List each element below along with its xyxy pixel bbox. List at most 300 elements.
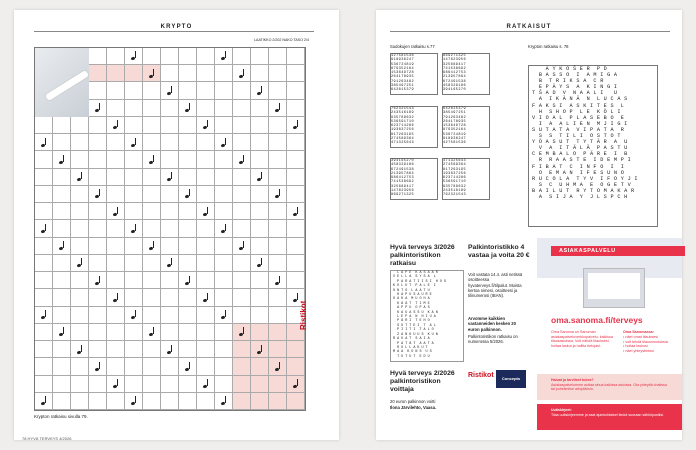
grid-cell[interactable]: [143, 203, 161, 220]
grid-cell[interactable]: [53, 307, 71, 324]
grid-cell[interactable]: [287, 203, 305, 220]
grid-cell[interactable]: [107, 203, 125, 220]
grid-cell[interactable]: [35, 169, 53, 186]
grid-cell[interactable]: [215, 341, 233, 358]
grid-cell[interactable]: [35, 134, 53, 151]
grid-cell[interactable]: [251, 186, 269, 203]
grid-cell[interactable]: [35, 307, 53, 324]
grid-cell[interactable]: [215, 82, 233, 99]
grid-cell[interactable]: [179, 151, 197, 168]
grid-cell[interactable]: [71, 186, 89, 203]
grid-cell[interactable]: [215, 272, 233, 289]
grid-cell[interactable]: [251, 393, 269, 410]
grid-cell[interactable]: [287, 82, 305, 99]
grid-cell[interactable]: [53, 289, 71, 306]
grid-cell[interactable]: [287, 186, 305, 203]
grid-cell[interactable]: [251, 220, 269, 237]
grid-cell[interactable]: [197, 186, 215, 203]
grid-cell[interactable]: [71, 272, 89, 289]
grid-cell[interactable]: [179, 100, 197, 117]
grid-cell[interactable]: [143, 341, 161, 358]
grid-cell[interactable]: [251, 65, 269, 82]
grid-cell[interactable]: [251, 134, 269, 151]
grid-cell[interactable]: [107, 376, 125, 393]
grid-cell[interactable]: [71, 289, 89, 306]
grid-cell[interactable]: [197, 169, 215, 186]
grid-cell[interactable]: [161, 117, 179, 134]
grid-cell[interactable]: [35, 289, 53, 306]
grid-cell[interactable]: [251, 358, 269, 375]
grid-cell[interactable]: [269, 307, 287, 324]
grid-cell[interactable]: [35, 186, 53, 203]
grid-cell[interactable]: [233, 341, 251, 358]
grid-cell[interactable]: [179, 272, 197, 289]
grid-cell[interactable]: [215, 151, 233, 168]
grid-cell[interactable]: [35, 151, 53, 168]
grid-cell[interactable]: [71, 358, 89, 375]
grid-cell[interactable]: [53, 376, 71, 393]
grid-cell[interactable]: [89, 100, 107, 117]
krypto-grid[interactable]: [34, 47, 306, 411]
grid-cell[interactable]: [161, 100, 179, 117]
grid-cell[interactable]: [125, 48, 143, 65]
grid-cell[interactable]: [125, 307, 143, 324]
grid-cell[interactable]: [233, 307, 251, 324]
grid-cell[interactable]: [161, 238, 179, 255]
grid-cell[interactable]: [215, 393, 233, 410]
grid-cell[interactable]: [161, 341, 179, 358]
grid-cell[interactable]: [89, 376, 107, 393]
grid-cell[interactable]: [287, 134, 305, 151]
grid-cell[interactable]: [161, 48, 179, 65]
grid-cell[interactable]: [107, 341, 125, 358]
grid-cell[interactable]: [53, 393, 71, 410]
grid-cell[interactable]: [269, 117, 287, 134]
grid-cell[interactable]: [269, 151, 287, 168]
grid-cell[interactable]: [161, 358, 179, 375]
grid-cell[interactable]: [125, 393, 143, 410]
grid-cell[interactable]: [215, 376, 233, 393]
grid-cell[interactable]: [269, 255, 287, 272]
grid-cell[interactable]: [53, 117, 71, 134]
grid-cell[interactable]: [125, 117, 143, 134]
grid-cell[interactable]: [161, 151, 179, 168]
grid-cell[interactable]: [125, 65, 143, 82]
grid-cell[interactable]: [251, 376, 269, 393]
grid-cell[interactable]: [269, 65, 287, 82]
grid-cell[interactable]: [269, 393, 287, 410]
grid-cell[interactable]: [269, 220, 287, 237]
grid-cell[interactable]: [197, 151, 215, 168]
grid-cell[interactable]: [161, 272, 179, 289]
grid-cell[interactable]: [215, 169, 233, 186]
grid-cell[interactable]: [71, 151, 89, 168]
grid-cell[interactable]: [161, 203, 179, 220]
grid-cell[interactable]: [35, 203, 53, 220]
grid-cell[interactable]: [143, 186, 161, 203]
grid-cell[interactable]: [197, 220, 215, 237]
grid-cell[interactable]: [71, 220, 89, 237]
grid-cell[interactable]: [107, 186, 125, 203]
grid-cell[interactable]: [179, 65, 197, 82]
grid-cell[interactable]: [233, 186, 251, 203]
grid-cell[interactable]: [179, 117, 197, 134]
grid-cell[interactable]: [71, 255, 89, 272]
grid-cell[interactable]: [197, 324, 215, 341]
grid-cell[interactable]: [89, 220, 107, 237]
grid-cell[interactable]: [269, 203, 287, 220]
grid-cell[interactable]: [161, 393, 179, 410]
grid-cell[interactable]: [287, 100, 305, 117]
grid-cell[interactable]: [53, 169, 71, 186]
grid-cell[interactable]: [197, 65, 215, 82]
grid-cell[interactable]: [287, 48, 305, 65]
grid-cell[interactable]: [287, 117, 305, 134]
grid-cell[interactable]: [89, 358, 107, 375]
grid-cell[interactable]: [287, 220, 305, 237]
grid-cell[interactable]: [35, 220, 53, 237]
grid-cell[interactable]: [251, 203, 269, 220]
grid-cell[interactable]: [269, 48, 287, 65]
grid-cell[interactable]: [53, 203, 71, 220]
grid-cell[interactable]: [233, 255, 251, 272]
grid-cell[interactable]: [179, 186, 197, 203]
grid-cell[interactable]: [197, 203, 215, 220]
grid-cell[interactable]: [161, 255, 179, 272]
grid-cell[interactable]: [161, 186, 179, 203]
grid-cell[interactable]: [233, 203, 251, 220]
grid-cell[interactable]: [143, 134, 161, 151]
grid-cell[interactable]: [197, 82, 215, 99]
grid-cell[interactable]: [287, 358, 305, 375]
grid-cell[interactable]: [35, 238, 53, 255]
grid-cell[interactable]: [233, 272, 251, 289]
grid-cell[interactable]: [197, 134, 215, 151]
grid-cell[interactable]: [251, 238, 269, 255]
grid-cell[interactable]: [143, 324, 161, 341]
grid-cell[interactable]: [179, 220, 197, 237]
grid-cell[interactable]: [143, 393, 161, 410]
grid-cell[interactable]: [287, 255, 305, 272]
grid-cell[interactable]: [197, 117, 215, 134]
grid-cell[interactable]: [71, 307, 89, 324]
grid-cell[interactable]: [53, 238, 71, 255]
grid-cell[interactable]: [179, 307, 197, 324]
grid-cell[interactable]: [269, 238, 287, 255]
grid-cell[interactable]: [161, 134, 179, 151]
grid-cell[interactable]: [35, 324, 53, 341]
asiakaspalvelu-button[interactable]: ASIAKASPALVELU: [551, 246, 685, 256]
grid-cell[interactable]: [125, 134, 143, 151]
grid-cell[interactable]: [197, 307, 215, 324]
grid-cell[interactable]: [269, 376, 287, 393]
grid-cell[interactable]: [143, 307, 161, 324]
grid-cell[interactable]: [143, 376, 161, 393]
grid-cell[interactable]: [215, 65, 233, 82]
grid-cell[interactable]: [251, 48, 269, 65]
grid-cell[interactable]: [233, 238, 251, 255]
grid-cell[interactable]: [53, 220, 71, 237]
grid-cell[interactable]: [107, 272, 125, 289]
grid-cell[interactable]: [143, 117, 161, 134]
grid-cell[interactable]: [215, 117, 233, 134]
grid-cell[interactable]: [179, 358, 197, 375]
grid-cell[interactable]: [233, 48, 251, 65]
grid-cell[interactable]: [161, 220, 179, 237]
grid-cell[interactable]: [71, 376, 89, 393]
grid-cell[interactable]: [251, 169, 269, 186]
grid-cell[interactable]: [161, 169, 179, 186]
grid-cell[interactable]: [215, 186, 233, 203]
grid-cell[interactable]: [107, 307, 125, 324]
grid-cell[interactable]: [179, 238, 197, 255]
grid-cell[interactable]: [89, 238, 107, 255]
grid-cell[interactable]: [197, 358, 215, 375]
grid-cell[interactable]: [251, 255, 269, 272]
grid-cell[interactable]: [233, 324, 251, 341]
grid-cell[interactable]: [143, 151, 161, 168]
grid-cell[interactable]: [197, 376, 215, 393]
grid-cell[interactable]: [89, 169, 107, 186]
grid-cell[interactable]: [35, 358, 53, 375]
grid-cell[interactable]: [269, 82, 287, 99]
grid-cell[interactable]: [251, 272, 269, 289]
grid-cell[interactable]: [269, 289, 287, 306]
grid-cell[interactable]: [89, 307, 107, 324]
grid-cell[interactable]: [233, 65, 251, 82]
grid-cell[interactable]: [143, 65, 161, 82]
grid-cell[interactable]: [143, 220, 161, 237]
grid-cell[interactable]: [269, 324, 287, 341]
grid-cell[interactable]: [197, 238, 215, 255]
grid-cell[interactable]: [179, 289, 197, 306]
grid-cell[interactable]: [107, 82, 125, 99]
grid-cell[interactable]: [89, 255, 107, 272]
grid-cell[interactable]: [53, 151, 71, 168]
grid-cell[interactable]: [161, 65, 179, 82]
grid-cell[interactable]: [233, 117, 251, 134]
grid-cell[interactable]: [107, 324, 125, 341]
grid-cell[interactable]: [107, 100, 125, 117]
grid-cell[interactable]: [233, 151, 251, 168]
grid-cell[interactable]: [89, 341, 107, 358]
grid-cell[interactable]: [53, 272, 71, 289]
grid-cell[interactable]: [143, 358, 161, 375]
grid-cell[interactable]: [107, 255, 125, 272]
grid-cell[interactable]: [143, 82, 161, 99]
grid-cell[interactable]: [143, 255, 161, 272]
grid-cell[interactable]: [89, 324, 107, 341]
grid-cell[interactable]: [233, 358, 251, 375]
grid-cell[interactable]: [71, 203, 89, 220]
grid-cell[interactable]: [287, 272, 305, 289]
grid-cell[interactable]: [89, 82, 107, 99]
grid-cell[interactable]: [125, 203, 143, 220]
grid-cell[interactable]: [161, 324, 179, 341]
grid-cell[interactable]: [233, 134, 251, 151]
grid-cell[interactable]: [287, 238, 305, 255]
grid-cell[interactable]: [161, 82, 179, 99]
grid-cell[interactable]: [215, 358, 233, 375]
grid-cell[interactable]: [233, 376, 251, 393]
grid-cell[interactable]: [107, 169, 125, 186]
grid-cell[interactable]: [197, 341, 215, 358]
grid-cell[interactable]: [269, 358, 287, 375]
grid-cell[interactable]: [107, 358, 125, 375]
grid-cell[interactable]: [35, 117, 53, 134]
grid-cell[interactable]: [107, 65, 125, 82]
grid-cell[interactable]: [233, 393, 251, 410]
grid-cell[interactable]: [35, 376, 53, 393]
grid-cell[interactable]: [107, 151, 125, 168]
grid-cell[interactable]: [287, 169, 305, 186]
grid-cell[interactable]: [197, 100, 215, 117]
advert-url[interactable]: oma.sanoma.fi/terveys: [551, 315, 643, 325]
grid-cell[interactable]: [125, 358, 143, 375]
grid-cell[interactable]: [107, 289, 125, 306]
grid-cell[interactable]: [125, 289, 143, 306]
grid-cell[interactable]: [287, 65, 305, 82]
grid-cell[interactable]: [251, 82, 269, 99]
grid-cell[interactable]: [71, 324, 89, 341]
grid-cell[interactable]: [161, 289, 179, 306]
grid-cell[interactable]: [125, 100, 143, 117]
grid-cell[interactable]: [179, 48, 197, 65]
grid-cell[interactable]: [35, 255, 53, 272]
grid-cell[interactable]: [71, 341, 89, 358]
grid-cell[interactable]: [53, 255, 71, 272]
grid-cell[interactable]: [71, 393, 89, 410]
grid-cell[interactable]: [89, 203, 107, 220]
grid-cell[interactable]: [215, 220, 233, 237]
grid-cell[interactable]: [89, 186, 107, 203]
grid-cell[interactable]: [197, 393, 215, 410]
grid-cell[interactable]: [89, 65, 107, 82]
grid-cell[interactable]: [179, 203, 197, 220]
grid-cell[interactable]: [125, 169, 143, 186]
grid-cell[interactable]: [269, 169, 287, 186]
grid-cell[interactable]: [89, 48, 107, 65]
grid-cell[interactable]: [287, 393, 305, 410]
grid-cell[interactable]: [179, 393, 197, 410]
grid-cell[interactable]: [197, 272, 215, 289]
grid-cell[interactable]: [197, 289, 215, 306]
grid-cell[interactable]: [269, 186, 287, 203]
grid-cell[interactable]: [161, 376, 179, 393]
grid-cell[interactable]: [89, 393, 107, 410]
grid-cell[interactable]: [107, 134, 125, 151]
grid-cell[interactable]: [107, 393, 125, 410]
grid-cell[interactable]: [143, 169, 161, 186]
grid-cell[interactable]: [197, 255, 215, 272]
grid-cell[interactable]: [251, 151, 269, 168]
grid-cell[interactable]: [233, 169, 251, 186]
grid-cell[interactable]: [215, 134, 233, 151]
grid-cell[interactable]: [287, 341, 305, 358]
grid-cell[interactable]: [125, 272, 143, 289]
grid-cell[interactable]: [269, 134, 287, 151]
grid-cell[interactable]: [125, 238, 143, 255]
grid-cell[interactable]: [233, 289, 251, 306]
grid-cell[interactable]: [233, 220, 251, 237]
grid-cell[interactable]: [53, 358, 71, 375]
grid-cell[interactable]: [143, 289, 161, 306]
grid-cell[interactable]: [251, 307, 269, 324]
grid-cell[interactable]: [53, 341, 71, 358]
grid-cell[interactable]: [107, 48, 125, 65]
grid-cell[interactable]: [215, 238, 233, 255]
grid-cell[interactable]: [107, 220, 125, 237]
grid-cell[interactable]: [161, 307, 179, 324]
grid-cell[interactable]: [35, 393, 53, 410]
grid-cell[interactable]: [251, 117, 269, 134]
grid-cell[interactable]: [125, 82, 143, 99]
grid-cell[interactable]: [125, 220, 143, 237]
grid-cell[interactable]: [287, 376, 305, 393]
grid-cell[interactable]: [89, 117, 107, 134]
grid-cell[interactable]: [215, 307, 233, 324]
grid-cell[interactable]: [125, 151, 143, 168]
grid-cell[interactable]: [179, 341, 197, 358]
grid-cell[interactable]: [71, 134, 89, 151]
grid-cell[interactable]: [197, 48, 215, 65]
grid-cell[interactable]: [215, 48, 233, 65]
grid-cell[interactable]: [89, 134, 107, 151]
grid-cell[interactable]: [215, 100, 233, 117]
grid-cell[interactable]: [269, 100, 287, 117]
grid-cell[interactable]: [89, 272, 107, 289]
grid-cell[interactable]: [251, 289, 269, 306]
grid-cell[interactable]: [179, 376, 197, 393]
grid-cell[interactable]: [125, 376, 143, 393]
grid-cell[interactable]: [125, 324, 143, 341]
grid-cell[interactable]: [53, 186, 71, 203]
grid-cell[interactable]: [251, 100, 269, 117]
grid-cell[interactable]: [71, 238, 89, 255]
grid-cell[interactable]: [143, 272, 161, 289]
grid-cell[interactable]: [179, 134, 197, 151]
grid-cell[interactable]: [215, 255, 233, 272]
grid-cell[interactable]: [251, 341, 269, 358]
grid-cell[interactable]: [233, 82, 251, 99]
grid-cell[interactable]: [35, 341, 53, 358]
grid-cell[interactable]: [215, 324, 233, 341]
grid-cell[interactable]: [125, 186, 143, 203]
grid-cell[interactable]: [89, 151, 107, 168]
grid-cell[interactable]: [71, 169, 89, 186]
grid-cell[interactable]: [89, 289, 107, 306]
grid-cell[interactable]: [215, 203, 233, 220]
grid-cell[interactable]: [179, 324, 197, 341]
grid-cell[interactable]: [269, 341, 287, 358]
grid-cell[interactable]: [287, 151, 305, 168]
grid-cell[interactable]: [143, 100, 161, 117]
grid-cell[interactable]: [179, 255, 197, 272]
grid-cell[interactable]: [179, 82, 197, 99]
grid-cell[interactable]: [35, 272, 53, 289]
grid-cell[interactable]: [269, 272, 287, 289]
grid-cell[interactable]: [107, 238, 125, 255]
grid-cell[interactable]: [143, 238, 161, 255]
grid-cell[interactable]: [215, 289, 233, 306]
grid-cell[interactable]: [53, 134, 71, 151]
grid-cell[interactable]: [251, 324, 269, 341]
grid-cell[interactable]: [125, 255, 143, 272]
grid-cell[interactable]: [107, 117, 125, 134]
grid-cell[interactable]: [233, 100, 251, 117]
grid-cell[interactable]: [71, 117, 89, 134]
grid-cell[interactable]: [53, 324, 71, 341]
